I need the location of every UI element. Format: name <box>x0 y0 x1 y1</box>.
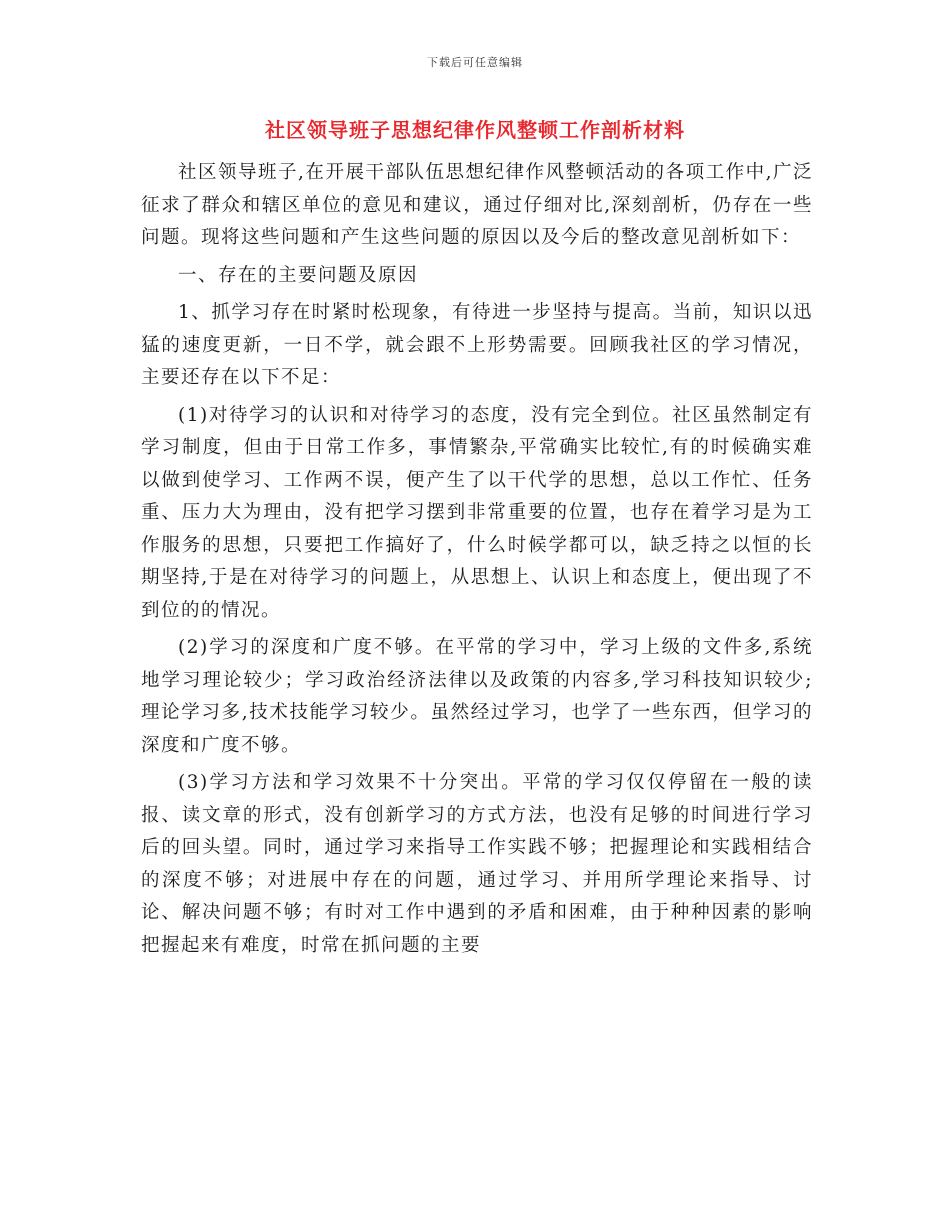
header-note: 下载后可任意编辑 <box>427 56 523 69</box>
section-heading: 一、存在的主要问题及原因 <box>178 264 419 286</box>
paragraph-subpoint-1: (1)对待学习的认识和对待学习的态度，没有完全到位。社区虽然制定有学习制度，但由于日常工作多，事情繁杂,平常确实比较忙,有的时候确实难以做到使学习、工作两不误，便产生了以干代学的思想，总以工作忙、任务重、压力大为理由，没有把学习摆到非常重要的位置，也存在着学习是为工作服务的思想，只要把工作搞好了，什么时候学都可以，缺乏持之以恒的长期坚持,于是在对待学习的问题上，从思想上、认识上和态度上，便出现了不到位的的情况。 <box>141 404 813 621</box>
document-body <box>141 157 813 967</box>
paragraph-point-1: 1、抓学习存在时紧时松现象，有待进一步坚持与提高。当前，知识以迅猛的速度更新，一日不学，就会跟不上形势需要。回顾我社区的学习情况，主要还存在以下不足： <box>141 302 813 388</box>
paragraph-subpoint-2: (2)学习的深度和广度不够。在平常的学习中，学习上级的文件多,系统地学习理论较少；学习政治经济法律以及政策的内容多,学习科技知识较少;理论学习多,技术技能学习较少。虽然经过学习，也学了一些东西，但学习的深度和广度不够。 <box>141 637 813 756</box>
document-title: 社区领导班子思想纪律作风整顿工作剖析材料 <box>265 118 685 142</box>
paragraph-intro: 社区领导班子,在开展干部队伍思想纪律作风整顿活动的各项工作中,广泛征求了群众和辖区单位的意见和建议，通过仔细对比,深刻剖析，仍存在一些问题。现将这些问题和产生这些问题的原因以及今后的整改意见剖析如下： <box>141 162 813 248</box>
paragraph-subpoint-3: (3)学习方法和学习效果不十分突出。平常的学习仅仅停留在一般的读报、读文章的形式，没有创新学习的方式方法，也没有足够的时间进行学习后的回头望。同时，通过学习来指导工作实践不够；把握理论和实践相结合的深度不够；对进展中存在的问题，通过学习、并用所学理论来指导、讨论、解决问题不够；有时对工作中遇到的矛盾和困难，由于种种因素的影响把握起来有难度，时常在抓问题的主要 <box>141 772 813 956</box>
